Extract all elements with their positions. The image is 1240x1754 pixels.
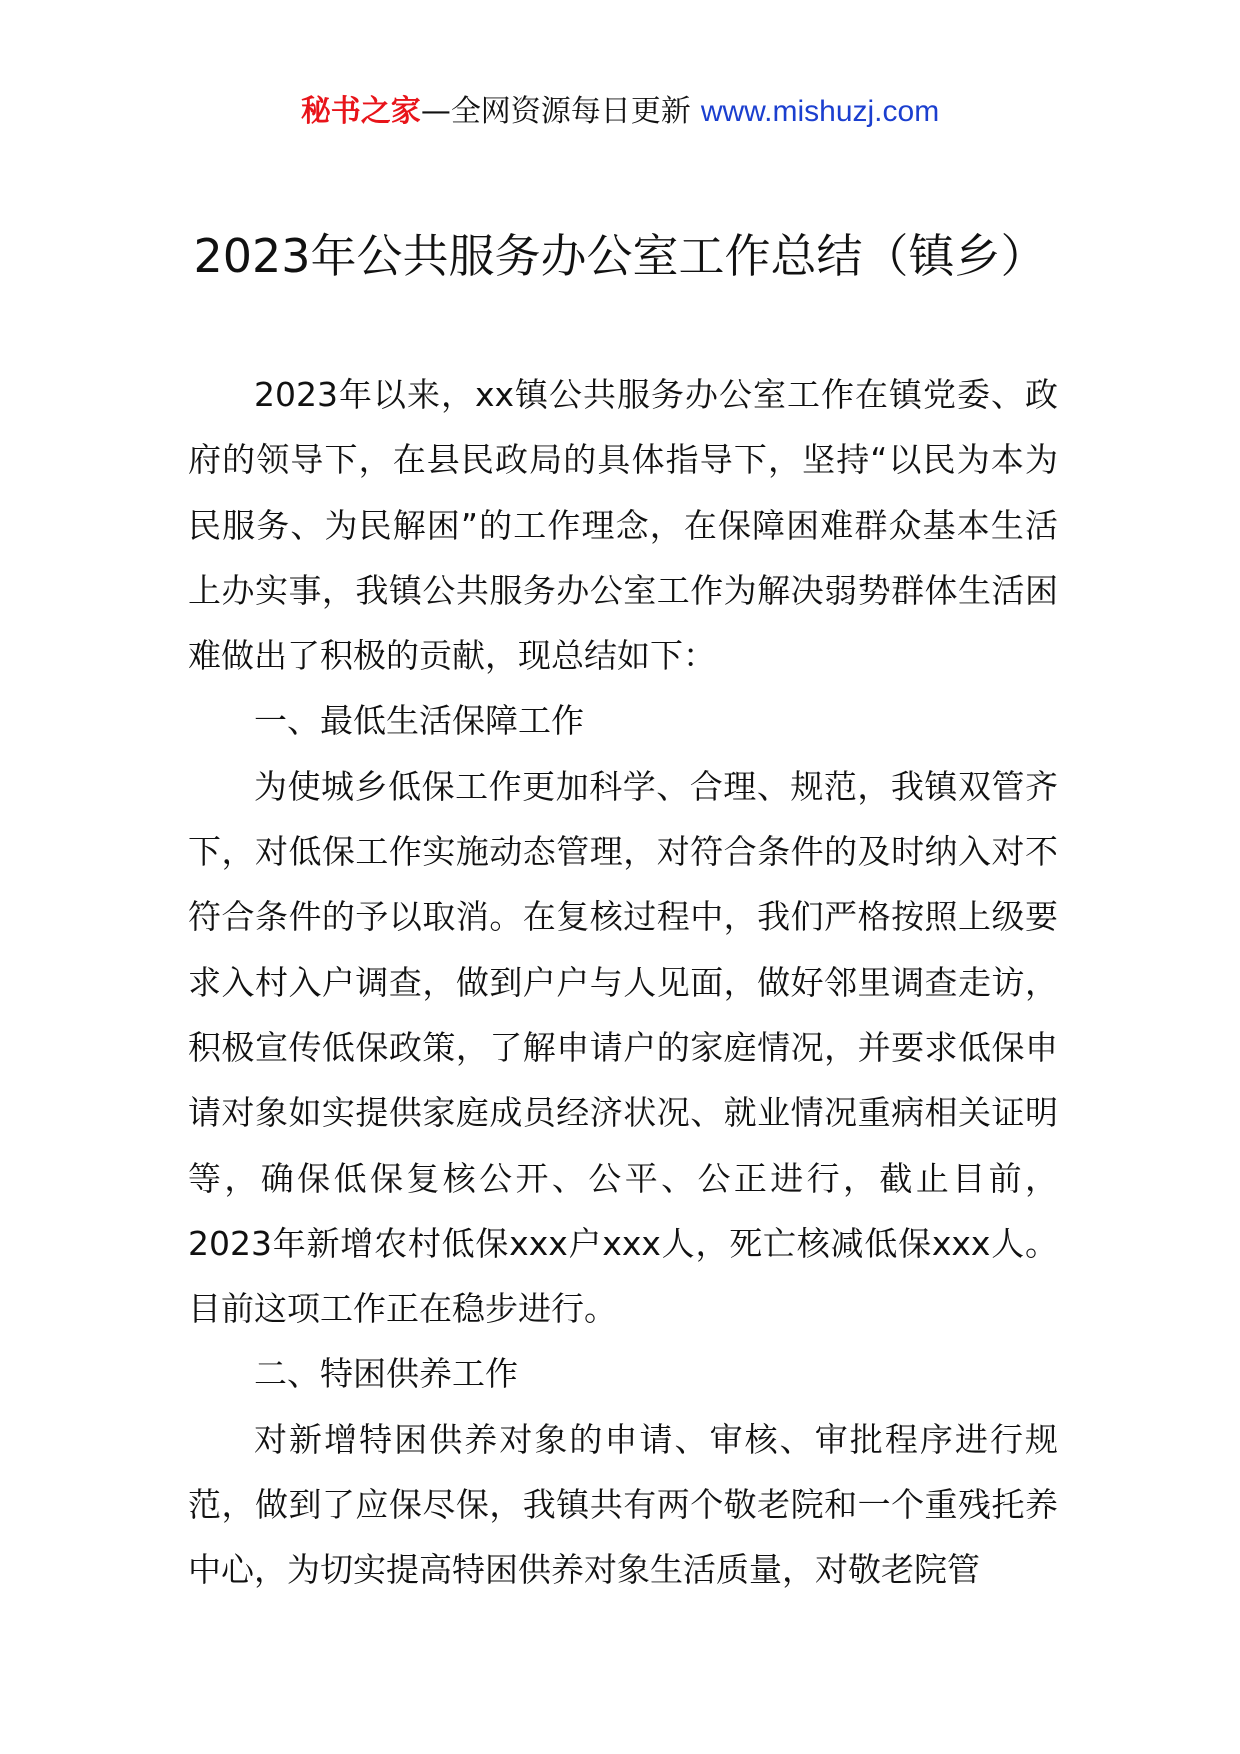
document-title: 2023年公共服务办公室工作总结（镇乡） [193,229,1047,283]
section-heading-2: 二、特困供养工作 [254,1354,518,1394]
site-tagline: —全网资源每日更新 [420,94,691,129]
intro-paragraph: 2023年以来，xx镇公共服务办公室工作在镇党委、政府的领导下，在县民政局的具体指导下，坚持“以民为本为民服务、为民解困”的工作理念，在保障困难群众基本生活上办实事，我镇公共服务办公室工作为解决弱势群体生活困难做出了积极的贡献，现总结如下： [188,375,1058,676]
site-url-link[interactable]: www.mishuzj.com [700,95,940,128]
section-2-paragraph: 对新增特困供养对象的申请、审核、审批程序进行规范，做到了应保尽保，我镇共有两个敬老院和一个重残托养中心，为切实提高特困供养对象生活质量，对敬老院管 [188,1419,1058,1590]
section-heading-1: 一、最低生活保障工作 [254,701,584,741]
document-body [188,362,1058,1603]
section-1-paragraph: 为使城乡低保工作更加科学、合理、规范，我镇双管齐下，对低保工作实施动态管理，对符合条件的及时纳入对不符合条件的予以取消。在复核过程中，我们严格按照上级要求入村入户调查，做到户户与人见面，做好邻里调查走访，积极宣传低保政策，了解申请户的家庭情况，并要求低保申请对象如实提供家庭成员经济状况、就业情况重病相关证明等，确保低保复核公开、公平、公正进行，截止目前，2023年新增农村低保xxx户xxx人，死亡核减低保xxx人。目前这项工作正在稳步进行。 [188,766,1058,1329]
site-brand-name: 秘书之家 [300,94,421,129]
site-banner [0,92,1240,132]
